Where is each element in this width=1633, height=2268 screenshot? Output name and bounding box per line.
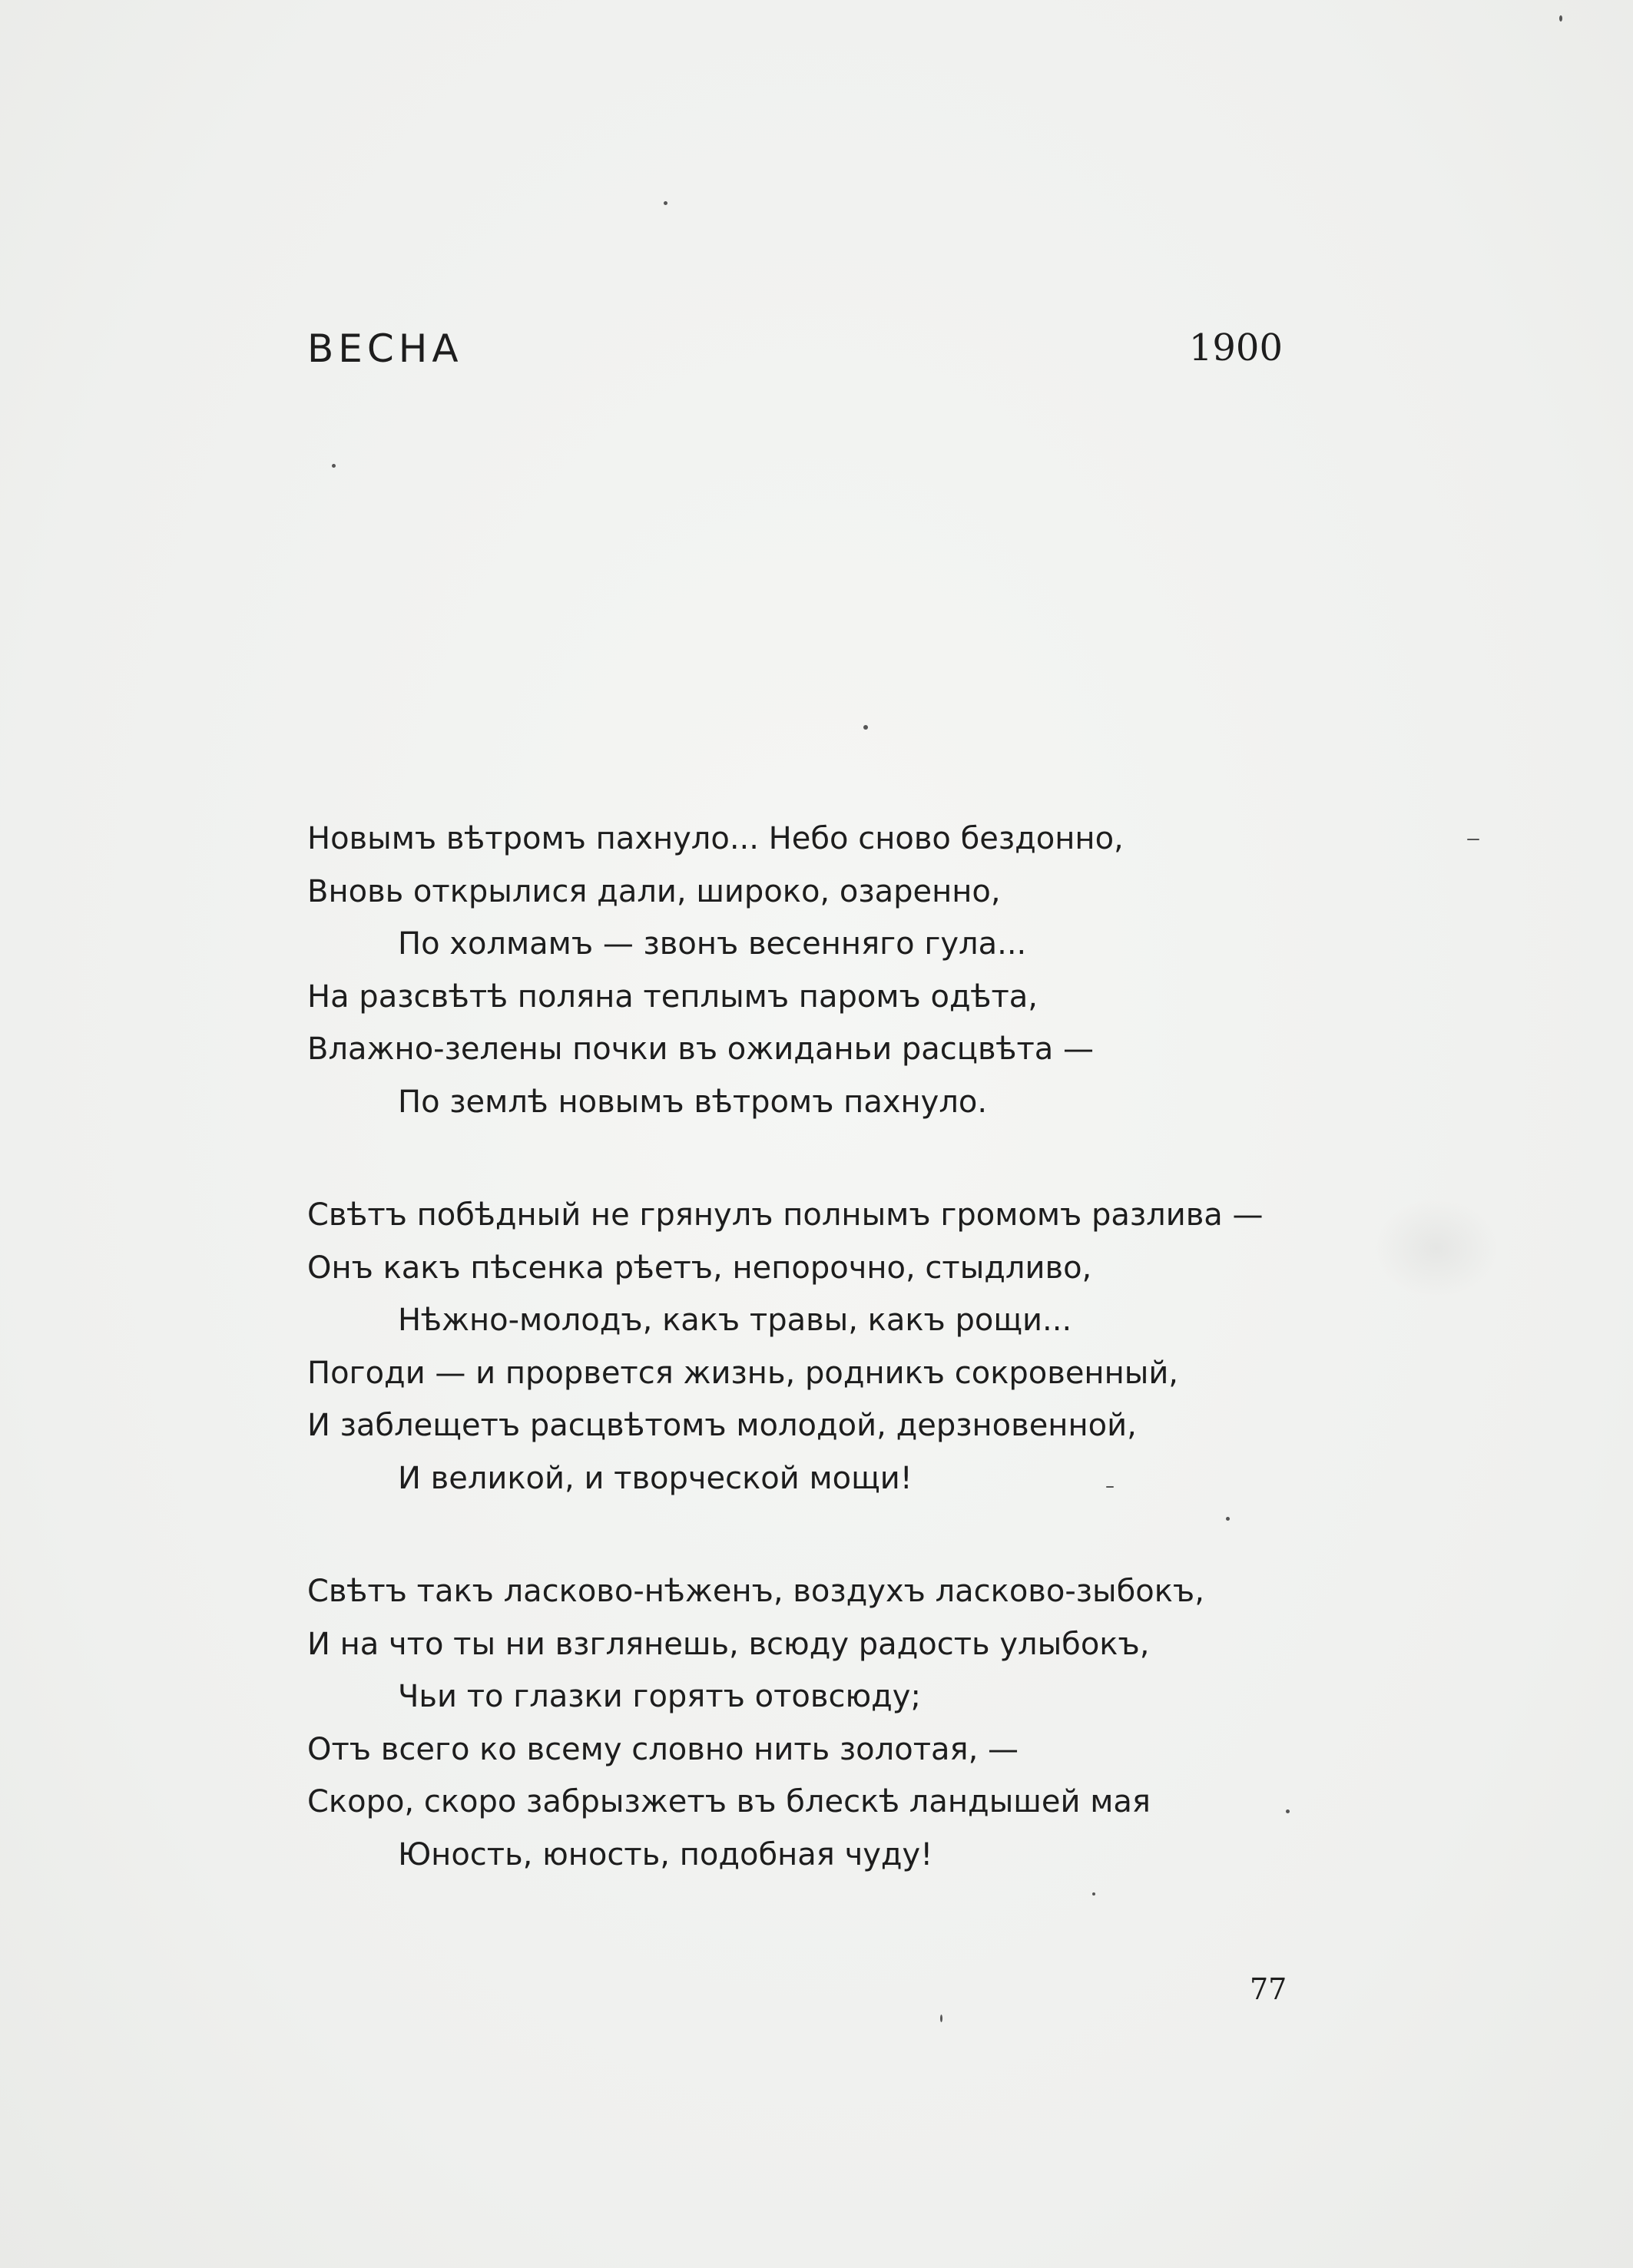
- paper-speck: [1286, 1809, 1290, 1813]
- paper-speck: [1106, 1486, 1114, 1488]
- verse-line: Новымъ вѣтромъ пахнуло... Небо сново бездонно,: [307, 821, 1124, 856]
- paper-speck: [332, 464, 336, 468]
- verse-line: И на что ты ни взглянешь, всюду радость улыбокъ,: [307, 1626, 1150, 1662]
- verse-line: По холмамъ — звонъ весенняго гула...: [398, 926, 1027, 962]
- paper-speck: [1467, 839, 1479, 840]
- verse-line: Отъ всего ко всему словно нить золотая, —: [307, 1731, 1019, 1767]
- verse-line: Юность, юность, подобная чуду!: [398, 1836, 933, 1872]
- paper-speck: [1226, 1517, 1230, 1521]
- paper-stain: [1375, 1198, 1498, 1298]
- paper-speck: [940, 2015, 942, 2022]
- verse-line: Чьи то глазки горятъ отовсюду;: [398, 1679, 921, 1714]
- verse-line: Вновь открылися дали, широко, озаренно,: [307, 873, 1001, 909]
- verse-line: Свѣтъ побѣдный не грянулъ полнымъ громомъ разлива —: [307, 1197, 1264, 1233]
- paper-speck: [664, 201, 667, 205]
- poem-header: [307, 326, 1292, 380]
- poem-title: ВЕСНА: [307, 326, 463, 371]
- verse-line: И заблещетъ расцвѣтомъ молодой, дерзновенной,: [307, 1408, 1137, 1443]
- stanza-1: [307, 813, 1306, 1128]
- verse-line: Погоди — и прорвется жизнь, родникъ сокровенный,: [307, 1355, 1179, 1391]
- page-number: 77: [1250, 1972, 1287, 2006]
- verse-line: По землѣ новымъ вѣтромъ пахнуло.: [398, 1084, 988, 1120]
- verse-line: На разсвѣтѣ поляна теплымъ паромъ одѣта,: [307, 978, 1038, 1015]
- verse-line: Влажно-зелены почки въ ожиданьи расцвѣта —: [307, 1031, 1095, 1067]
- paper-speck: [1092, 1892, 1095, 1896]
- stanza-3: [307, 1565, 1306, 1881]
- verse-line: Онъ какъ пѣсенка рѣетъ, непорочно, стыдливо,: [307, 1250, 1092, 1286]
- stanza-2: [307, 1189, 1306, 1505]
- paper-speck: [863, 725, 868, 730]
- verse-line: Нѣжно-молодъ, какъ травы, какъ рощи...: [398, 1303, 1072, 1338]
- verse-line: И великой, и творческой мощи!: [398, 1460, 913, 1496]
- verse-line: Свѣтъ такъ ласково-нѣженъ, воздухъ ласково-зыбокъ,: [307, 1574, 1204, 1609]
- verse-line: Скоро, скоро забрызжетъ въ блескѣ ландышей мая: [307, 1784, 1151, 1819]
- poem-year: 1900: [1188, 326, 1283, 369]
- paper-speck: [1559, 15, 1562, 22]
